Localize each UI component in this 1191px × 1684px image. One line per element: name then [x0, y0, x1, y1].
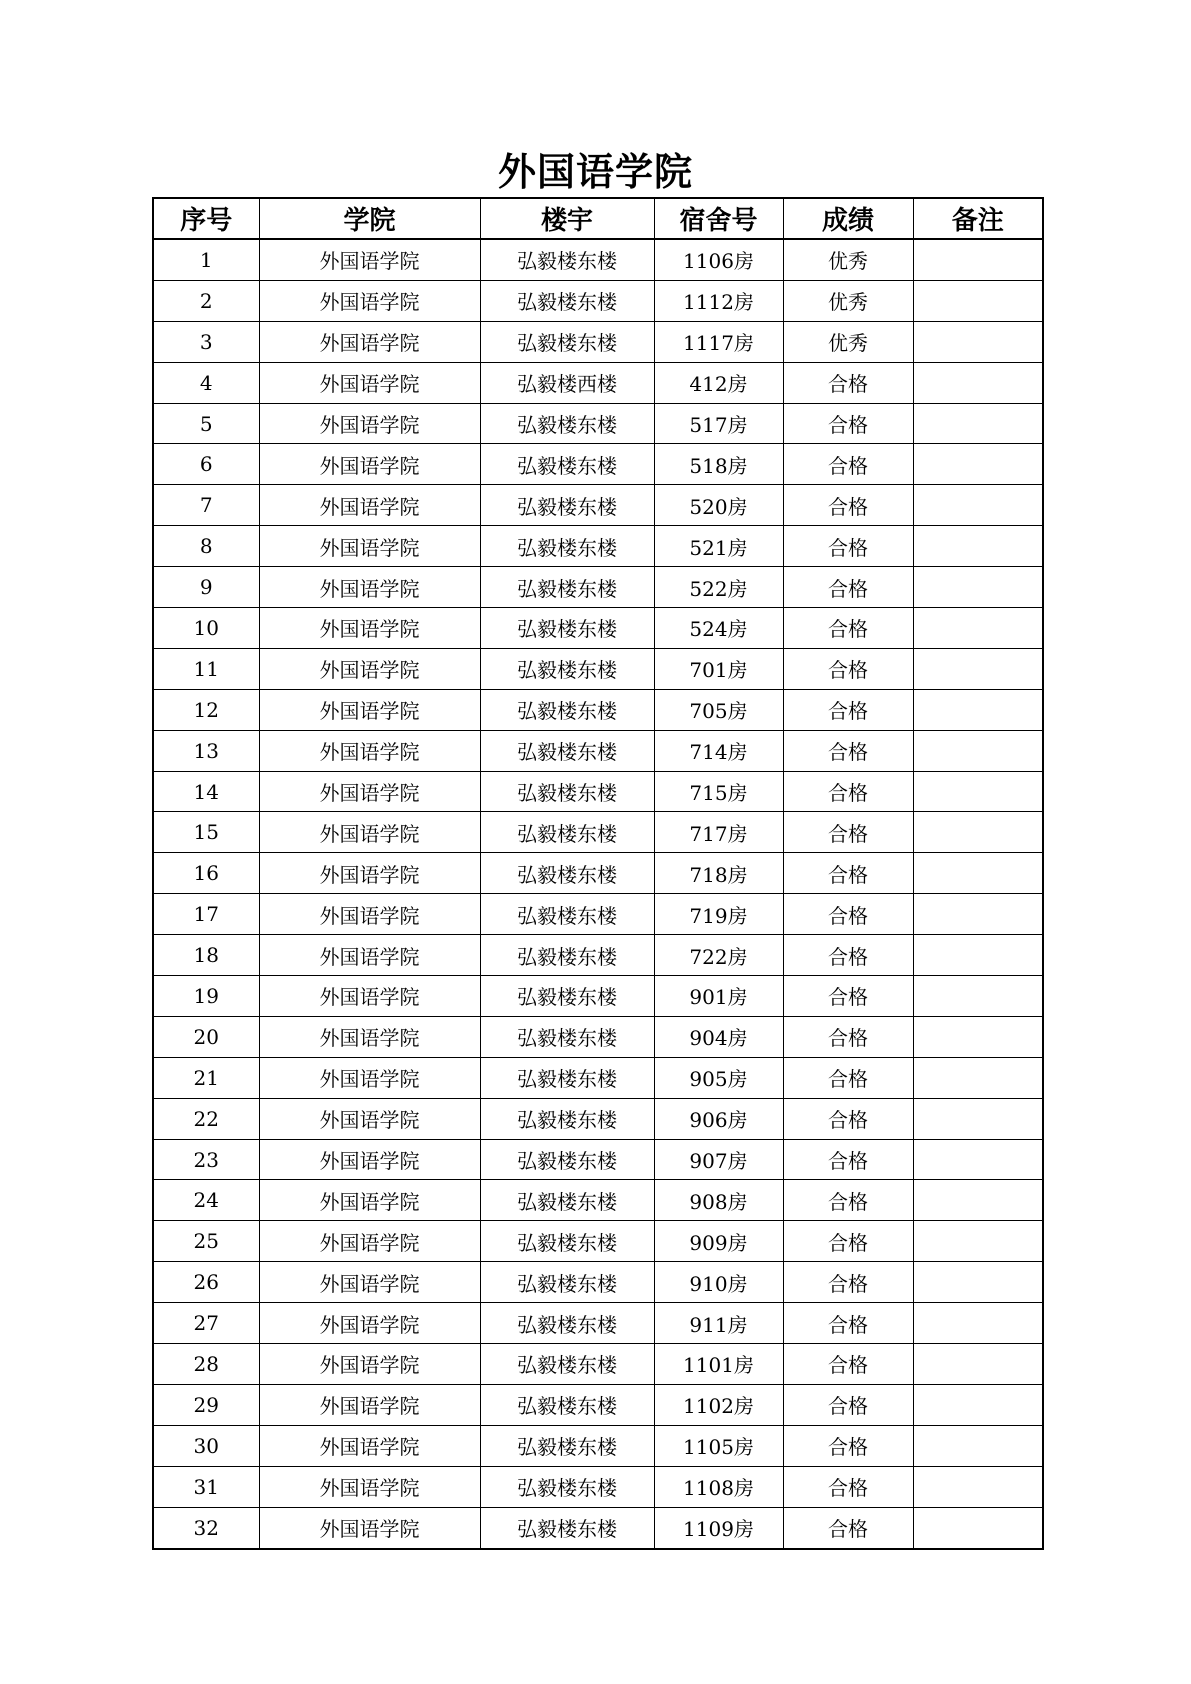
cell-index: 5: [153, 403, 259, 444]
cell-college: 外国语学院: [259, 526, 480, 567]
cell-remarks: [913, 1180, 1043, 1221]
cell-remarks: [913, 894, 1043, 935]
cell-grade: 合格: [783, 976, 913, 1017]
cell-grade: 合格: [783, 403, 913, 444]
table-body: [153, 239, 1043, 1549]
table-row: [153, 1098, 1043, 1139]
cell-grade: 合格: [783, 1425, 913, 1466]
cell-college: 外国语学院: [259, 1057, 480, 1098]
cell-grade: 合格: [783, 1016, 913, 1057]
cell-grade: 合格: [783, 771, 913, 812]
table-row: [153, 1221, 1043, 1262]
cell-grade: 优秀: [783, 239, 913, 280]
cell-index: 15: [153, 812, 259, 853]
cell-remarks: [913, 689, 1043, 730]
cell-dorm-number: 909房: [654, 1221, 783, 1262]
cell-grade: 优秀: [783, 321, 913, 362]
dormitory-grade-table: [152, 197, 1044, 1550]
cell-building: 弘毅楼东楼: [480, 1221, 654, 1262]
cell-college: 外国语学院: [259, 444, 480, 485]
cell-grade: 合格: [783, 1384, 913, 1425]
cell-index: 10: [153, 608, 259, 649]
cell-remarks: [913, 444, 1043, 485]
cell-dorm-number: 1105房: [654, 1425, 783, 1466]
cell-remarks: [913, 1262, 1043, 1303]
page-title: 外国语学院: [497, 150, 693, 194]
table-row: [153, 1057, 1043, 1098]
cell-dorm-number: 517房: [654, 403, 783, 444]
cell-college: 外国语学院: [259, 1016, 480, 1057]
cell-remarks: [913, 1507, 1043, 1548]
cell-dorm-number: 1109房: [654, 1507, 783, 1548]
table-row: [153, 1303, 1043, 1344]
cell-remarks: [913, 648, 1043, 689]
cell-remarks: [913, 403, 1043, 444]
cell-college: 外国语学院: [259, 894, 480, 935]
cell-remarks: [913, 567, 1043, 608]
cell-index: 20: [153, 1016, 259, 1057]
cell-index: 14: [153, 771, 259, 812]
cell-grade: 合格: [783, 1344, 913, 1385]
cell-building: 弘毅楼东楼: [480, 321, 654, 362]
cell-grade: 合格: [783, 1262, 913, 1303]
cell-remarks: [913, 1016, 1043, 1057]
cell-dorm-number: 714房: [654, 730, 783, 771]
table-header-row: [153, 198, 1043, 239]
cell-building: 弘毅楼东楼: [480, 771, 654, 812]
header-remarks: 备注: [913, 198, 1043, 239]
cell-index: 1: [153, 239, 259, 280]
cell-index: 2: [153, 280, 259, 321]
cell-index: 18: [153, 935, 259, 976]
cell-building: 弘毅楼东楼: [480, 608, 654, 649]
cell-dorm-number: 1106房: [654, 239, 783, 280]
cell-index: 25: [153, 1221, 259, 1262]
cell-grade: 合格: [783, 1180, 913, 1221]
cell-dorm-number: 521房: [654, 526, 783, 567]
cell-dorm-number: 908房: [654, 1180, 783, 1221]
cell-college: 外国语学院: [259, 403, 480, 444]
cell-remarks: [913, 1344, 1043, 1385]
cell-remarks: [913, 1303, 1043, 1344]
cell-grade: 合格: [783, 894, 913, 935]
table-row: [153, 976, 1043, 1017]
cell-grade: 合格: [783, 485, 913, 526]
cell-dorm-number: 715房: [654, 771, 783, 812]
cell-college: 外国语学院: [259, 976, 480, 1017]
cell-college: 外国语学院: [259, 1384, 480, 1425]
cell-college: 外国语学院: [259, 1221, 480, 1262]
cell-remarks: [913, 853, 1043, 894]
cell-college: 外国语学院: [259, 362, 480, 403]
cell-building: 弘毅楼东楼: [480, 1425, 654, 1466]
cell-building: 弘毅楼东楼: [480, 1466, 654, 1507]
cell-dorm-number: 717房: [654, 812, 783, 853]
cell-building: 弘毅楼东楼: [480, 1098, 654, 1139]
cell-index: 29: [153, 1384, 259, 1425]
cell-remarks: [913, 1466, 1043, 1507]
cell-grade: 合格: [783, 444, 913, 485]
header-index: 序号: [153, 198, 259, 239]
table-row: [153, 403, 1043, 444]
cell-building: 弘毅楼东楼: [480, 1344, 654, 1385]
cell-remarks: [913, 812, 1043, 853]
cell-grade: 合格: [783, 526, 913, 567]
cell-grade: 合格: [783, 1466, 913, 1507]
cell-index: 26: [153, 1262, 259, 1303]
cell-grade: 合格: [783, 648, 913, 689]
header-grade: 成绩: [783, 198, 913, 239]
cell-index: 24: [153, 1180, 259, 1221]
table-row: [153, 894, 1043, 935]
cell-college: 外国语学院: [259, 1098, 480, 1139]
cell-grade: 合格: [783, 689, 913, 730]
table-row: [153, 485, 1043, 526]
cell-college: 外国语学院: [259, 1466, 480, 1507]
cell-college: 外国语学院: [259, 567, 480, 608]
cell-remarks: [913, 239, 1043, 280]
cell-college: 外国语学院: [259, 853, 480, 894]
cell-dorm-number: 522房: [654, 567, 783, 608]
cell-building: 弘毅楼东楼: [480, 1016, 654, 1057]
cell-building: 弘毅楼东楼: [480, 1139, 654, 1180]
table-row: [153, 1466, 1043, 1507]
cell-grade: 合格: [783, 1098, 913, 1139]
table-row: [153, 771, 1043, 812]
table-row: [153, 362, 1043, 403]
cell-dorm-number: 520房: [654, 485, 783, 526]
cell-dorm-number: 722房: [654, 935, 783, 976]
table-row: [153, 444, 1043, 485]
cell-college: 外国语学院: [259, 648, 480, 689]
cell-college: 外国语学院: [259, 689, 480, 730]
table-row: [153, 526, 1043, 567]
cell-remarks: [913, 1057, 1043, 1098]
cell-grade: 合格: [783, 567, 913, 608]
cell-remarks: [913, 485, 1043, 526]
table-row: [153, 812, 1043, 853]
cell-college: 外国语学院: [259, 239, 480, 280]
cell-grade: 合格: [783, 1221, 913, 1262]
cell-building: 弘毅楼东楼: [480, 1180, 654, 1221]
cell-building: 弘毅楼西楼: [480, 362, 654, 403]
cell-dorm-number: 1102房: [654, 1384, 783, 1425]
cell-building: 弘毅楼东楼: [480, 239, 654, 280]
cell-college: 外国语学院: [259, 608, 480, 649]
cell-remarks: [913, 1098, 1043, 1139]
table-row: [153, 1016, 1043, 1057]
cell-college: 外国语学院: [259, 730, 480, 771]
cell-index: 27: [153, 1303, 259, 1344]
cell-grade: 合格: [783, 608, 913, 649]
table-row: [153, 239, 1043, 280]
cell-grade: 合格: [783, 853, 913, 894]
table-row: [153, 1384, 1043, 1425]
cell-college: 外国语学院: [259, 1344, 480, 1385]
cell-remarks: [913, 1425, 1043, 1466]
header-dorm-number: 宿舍号: [654, 198, 783, 239]
cell-dorm-number: 1112房: [654, 280, 783, 321]
cell-index: 32: [153, 1507, 259, 1548]
table-row: [153, 648, 1043, 689]
cell-remarks: [913, 1221, 1043, 1262]
cell-building: 弘毅楼东楼: [480, 853, 654, 894]
cell-dorm-number: 901房: [654, 976, 783, 1017]
cell-college: 外国语学院: [259, 935, 480, 976]
cell-college: 外国语学院: [259, 1507, 480, 1548]
cell-college: 外国语学院: [259, 812, 480, 853]
cell-college: 外国语学院: [259, 1139, 480, 1180]
cell-dorm-number: 705房: [654, 689, 783, 730]
cell-remarks: [913, 1384, 1043, 1425]
cell-remarks: [913, 362, 1043, 403]
cell-dorm-number: 1108房: [654, 1466, 783, 1507]
cell-index: 31: [153, 1466, 259, 1507]
cell-dorm-number: 907房: [654, 1139, 783, 1180]
cell-building: 弘毅楼东楼: [480, 1057, 654, 1098]
cell-remarks: [913, 730, 1043, 771]
table-row: [153, 1262, 1043, 1303]
cell-remarks: [913, 976, 1043, 1017]
table-row: [153, 280, 1043, 321]
cell-building: 弘毅楼东楼: [480, 485, 654, 526]
cell-remarks: [913, 771, 1043, 812]
table-row: [153, 608, 1043, 649]
cell-grade: 合格: [783, 1057, 913, 1098]
table-row: [153, 1139, 1043, 1180]
cell-college: 外国语学院: [259, 485, 480, 526]
cell-building: 弘毅楼东楼: [480, 648, 654, 689]
cell-dorm-number: 911房: [654, 1303, 783, 1344]
cell-grade: 优秀: [783, 280, 913, 321]
cell-building: 弘毅楼东楼: [480, 526, 654, 567]
cell-index: 21: [153, 1057, 259, 1098]
table-row: [153, 1180, 1043, 1221]
cell-index: 4: [153, 362, 259, 403]
cell-dorm-number: 1101房: [654, 1344, 783, 1385]
cell-building: 弘毅楼东楼: [480, 280, 654, 321]
header-college: 学院: [259, 198, 480, 239]
cell-dorm-number: 905房: [654, 1057, 783, 1098]
table-row: [153, 1507, 1043, 1548]
cell-grade: 合格: [783, 1139, 913, 1180]
header-building: 楼宇: [480, 198, 654, 239]
cell-index: 7: [153, 485, 259, 526]
table-row: [153, 1344, 1043, 1385]
cell-college: 外国语学院: [259, 1303, 480, 1344]
cell-building: 弘毅楼东楼: [480, 444, 654, 485]
cell-dorm-number: 906房: [654, 1098, 783, 1139]
cell-remarks: [913, 608, 1043, 649]
cell-building: 弘毅楼东楼: [480, 1303, 654, 1344]
cell-index: 19: [153, 976, 259, 1017]
cell-college: 外国语学院: [259, 280, 480, 321]
cell-index: 23: [153, 1139, 259, 1180]
cell-college: 外国语学院: [259, 1262, 480, 1303]
cell-building: 弘毅楼东楼: [480, 976, 654, 1017]
cell-index: 8: [153, 526, 259, 567]
table-row: [153, 1425, 1043, 1466]
cell-building: 弘毅楼东楼: [480, 1507, 654, 1548]
cell-dorm-number: 719房: [654, 894, 783, 935]
cell-dorm-number: 904房: [654, 1016, 783, 1057]
cell-remarks: [913, 1139, 1043, 1180]
table-row: [153, 321, 1043, 362]
cell-dorm-number: 701房: [654, 648, 783, 689]
cell-grade: 合格: [783, 1303, 913, 1344]
cell-index: 3: [153, 321, 259, 362]
cell-grade: 合格: [783, 935, 913, 976]
cell-college: 外国语学院: [259, 771, 480, 812]
cell-remarks: [913, 321, 1043, 362]
cell-dorm-number: 718房: [654, 853, 783, 894]
cell-building: 弘毅楼东楼: [480, 567, 654, 608]
cell-remarks: [913, 280, 1043, 321]
cell-grade: 合格: [783, 730, 913, 771]
cell-dorm-number: 412房: [654, 362, 783, 403]
cell-index: 13: [153, 730, 259, 771]
cell-index: 9: [153, 567, 259, 608]
cell-building: 弘毅楼东楼: [480, 1262, 654, 1303]
cell-remarks: [913, 935, 1043, 976]
table-row: [153, 853, 1043, 894]
cell-index: 28: [153, 1344, 259, 1385]
table-row: [153, 689, 1043, 730]
cell-index: 22: [153, 1098, 259, 1139]
cell-building: 弘毅楼东楼: [480, 1384, 654, 1425]
cell-index: 17: [153, 894, 259, 935]
cell-college: 外国语学院: [259, 1180, 480, 1221]
cell-building: 弘毅楼东楼: [480, 403, 654, 444]
cell-building: 弘毅楼东楼: [480, 730, 654, 771]
cell-grade: 合格: [783, 1507, 913, 1548]
table-row: [153, 730, 1043, 771]
cell-building: 弘毅楼东楼: [480, 894, 654, 935]
cell-dorm-number: 518房: [654, 444, 783, 485]
cell-building: 弘毅楼东楼: [480, 812, 654, 853]
table-row: [153, 567, 1043, 608]
cell-building: 弘毅楼东楼: [480, 935, 654, 976]
cell-index: 16: [153, 853, 259, 894]
cell-index: 6: [153, 444, 259, 485]
cell-grade: 合格: [783, 812, 913, 853]
cell-grade: 合格: [783, 362, 913, 403]
cell-college: 外国语学院: [259, 1425, 480, 1466]
cell-index: 11: [153, 648, 259, 689]
cell-remarks: [913, 526, 1043, 567]
cell-index: 12: [153, 689, 259, 730]
cell-building: 弘毅楼东楼: [480, 689, 654, 730]
cell-index: 30: [153, 1425, 259, 1466]
cell-dorm-number: 524房: [654, 608, 783, 649]
cell-college: 外国语学院: [259, 321, 480, 362]
cell-dorm-number: 910房: [654, 1262, 783, 1303]
table-row: [153, 935, 1043, 976]
cell-dorm-number: 1117房: [654, 321, 783, 362]
